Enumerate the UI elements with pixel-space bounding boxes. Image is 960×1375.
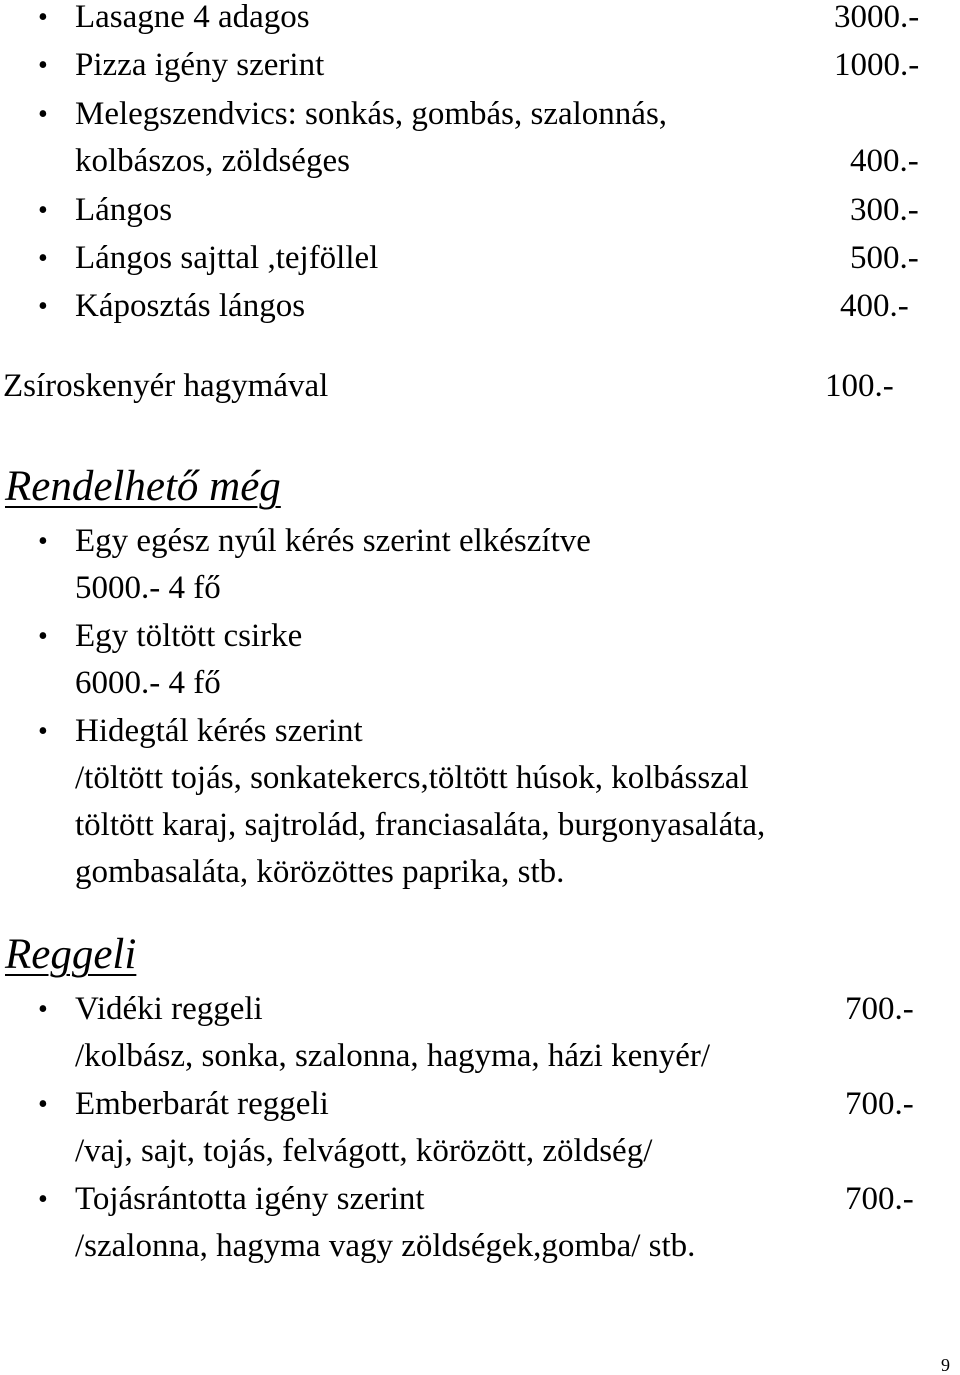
item-description: /töltött tojás, sonkatekercs,töltött húsok, kolbásszal [75,760,749,796]
item-description: gombasaláta, körözöttes paprika, stb. [75,854,565,890]
item-name: Vidéki reggeli [75,991,263,1027]
item-price: 100.- [825,368,894,404]
bullet: • [38,195,48,226]
item-name: Pizza igény szerint [75,47,325,83]
item-price: 700.- [845,1181,914,1217]
bullet: • [38,1184,48,1215]
item-price: 500.- [850,240,919,276]
bullet: • [38,291,48,322]
item-name-continued: kolbászos, zöldséges [75,143,350,179]
bullet: • [38,243,48,274]
item-price-line: 6000.- 4 fő [75,665,221,701]
item-name: Lángos sajttal ,tejföllel [75,240,379,276]
item-description: /vaj, sajt, tojás, felvágott, körözött, zöldség/ [75,1133,653,1169]
item-description: töltött karaj, sajtrolád, franciasaláta, burgonyasaláta, [75,807,766,843]
item-description: /kolbász, sonka, szalonna, hagyma, házi kenyér/ [75,1038,711,1074]
bullet: • [38,99,48,130]
item-price: 300.- [850,192,919,228]
item-name: Zsíroskenyér hagymával [3,368,329,404]
bullet: • [38,1089,48,1120]
item-price: 3000.- [834,0,920,35]
item-price: 700.- [845,1086,914,1122]
item-name: Tojásrántotta igény szerint [75,1181,425,1217]
section-heading: Rendelhető még [5,463,281,510]
item-name: Melegszendvics: sonkás, gombás, szalonnás, [75,96,668,132]
item-name: Egy egész nyúl kérés szerint elkészítve [75,523,591,559]
item-name: Egy töltött csirke [75,618,303,654]
item-price: 1000.- [834,47,920,83]
bullet: • [38,716,48,747]
page-number: 9 [941,1355,950,1375]
bullet: • [38,526,48,557]
item-price: 700.- [845,991,914,1027]
item-description: /szalonna, hagyma vagy zöldségek,gomba/ stb. [75,1228,696,1264]
bullet: • [38,994,48,1025]
item-name: Lángos [75,192,173,228]
item-name: Káposztás lángos [75,288,306,324]
item-price-line: 5000.- 4 fő [75,570,221,606]
bullet: • [38,50,48,81]
item-price: 400.- [840,288,909,324]
bullet: • [38,2,48,33]
section-heading: Reggeli [5,931,137,978]
bullet: • [38,621,48,652]
item-name: Lasagne 4 adagos [75,0,310,35]
item-name: Hidegtál kérés szerint [75,713,363,749]
item-price: 400.- [850,143,919,179]
item-name: Emberbarát reggeli [75,1086,329,1122]
